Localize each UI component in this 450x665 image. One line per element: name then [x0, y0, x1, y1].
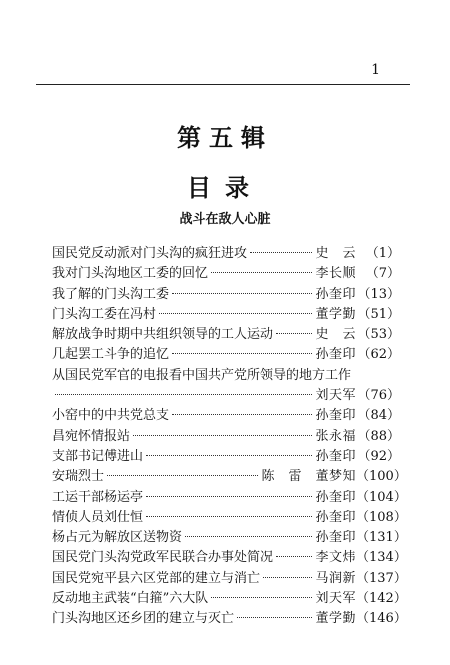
toc-leader-dots	[276, 333, 312, 334]
toc-entry	[52, 323, 400, 343]
toc-leader-dots	[172, 353, 312, 354]
toc-leader-dots	[250, 252, 312, 253]
toc-entry-page: （134）	[356, 550, 407, 566]
toc-entry-page: （51）	[357, 306, 400, 322]
toc-entry-page: （104）	[356, 489, 407, 505]
header-rule	[36, 84, 410, 85]
toc-entry-author: 马润新	[315, 570, 356, 586]
toc-entry-page: （142）	[356, 591, 407, 607]
toc-entry-title: 我了解的门头沟工委	[52, 286, 170, 302]
toc-leader-dots	[211, 597, 312, 598]
toc-entry-author: 董学勤	[315, 306, 356, 322]
toc-entry	[52, 587, 407, 607]
series-title: 第五辑	[177, 123, 273, 152]
toc-entry-author: 孙奎印	[315, 286, 356, 302]
toc-entry-title: 门头沟地区还乡团的建立与灭亡	[52, 611, 235, 627]
toc-entry-page: （92）	[357, 448, 400, 464]
toc-leader-dots	[172, 293, 312, 294]
table-of-contents	[52, 242, 407, 628]
toc-entry-author: 刘天军	[315, 388, 356, 404]
toc-entry-title: 情侦人员刘仕恒	[52, 509, 144, 525]
toc-entry-author: 孙奎印	[315, 489, 356, 505]
toc-entry-page: （53）	[357, 327, 400, 343]
toc-entry	[52, 303, 400, 323]
toc-entry	[52, 364, 400, 384]
toc-entry-title: 反动地主武装“白箍”六大队	[52, 591, 209, 607]
toc-entry-page: （100）	[356, 469, 407, 485]
toc-entry	[52, 506, 407, 526]
toc-entry	[52, 546, 407, 566]
toc-entry-title: 国民党宛平县六区党部的建立与消亡	[52, 570, 261, 586]
toc-entry-title: 国民党反动派对门头沟的疯狂进攻	[52, 246, 248, 261]
toc-entry	[52, 607, 407, 627]
toc-entry-page: （88）	[357, 428, 400, 444]
toc-entry-title: 几起罢工斗争的追忆	[52, 347, 170, 363]
toc-entry-page: （137）	[356, 570, 407, 586]
toc-entry-author: 陈 雷 董梦知	[261, 469, 356, 485]
toc-leader-dots	[146, 516, 312, 517]
toc-entry-page: （84）	[357, 408, 400, 424]
toc-entry	[52, 242, 400, 262]
toc-entry	[52, 343, 400, 363]
toc-entry-title: 我对门头沟地区工委的回忆	[52, 266, 209, 282]
toc-entry-title: 门头沟工委在冯村	[52, 306, 157, 322]
toc-entry	[52, 283, 400, 303]
toc-leader-dots	[146, 455, 312, 456]
toc-leader-dots	[211, 272, 312, 273]
toc-leader-dots	[55, 394, 312, 395]
page-number: 1	[371, 62, 380, 78]
toc-entry	[52, 526, 407, 546]
toc-entry-author: 孙奎印	[315, 347, 356, 363]
toc-entry-author: 张永福	[315, 428, 356, 444]
toc-entry-page: （108）	[356, 509, 407, 525]
toc-entry-author: 史 云	[315, 246, 356, 261]
toc-entry-author: 孙奎印	[315, 448, 356, 464]
toc-leader-dots	[159, 313, 312, 314]
toc-entry-title: 安瑞烈士	[52, 469, 105, 485]
toc-entry-author: 李文炜	[315, 550, 356, 566]
toc-leader-dots	[146, 496, 312, 497]
toc-entry	[52, 262, 400, 282]
toc-entry-title: 工运干部杨运亭	[52, 489, 144, 505]
toc-entry-page: （131）	[356, 530, 407, 546]
toc-leader-dots	[107, 475, 258, 476]
toc-leader-dots	[133, 435, 312, 436]
toc-entry-page: （13）	[357, 286, 400, 302]
toc-entry	[52, 425, 400, 445]
toc-entry-page: （62）	[357, 347, 400, 363]
toc-entry-page: （7）	[365, 266, 400, 282]
section-title: 战斗在敌人心脏	[179, 212, 271, 227]
toc-entry-author: 刘天军	[315, 591, 356, 607]
toc-entry-title: 支部书记傅进山	[52, 448, 144, 464]
toc-entry-author: 史 云	[315, 327, 356, 343]
toc-entry-page: （76）	[357, 388, 400, 404]
toc-entry-author: 李长顺	[315, 266, 356, 282]
toc-entry-title: 从国民党军官的电报看中国共产党所领导的地方工作	[52, 367, 352, 383]
toc-entry-title: 杨占元为解放区送物资	[52, 530, 183, 546]
toc-entry	[52, 384, 400, 404]
toc-leader-dots	[172, 414, 312, 415]
toc-entry	[52, 567, 407, 587]
toc-entry-page: （146）	[356, 611, 407, 627]
toc-entry-author: 孙奎印	[315, 408, 356, 424]
toc-entry	[52, 486, 407, 506]
toc-entry-title: 解放战争时期中共组织领导的工人运动	[52, 327, 274, 343]
toc-entry	[52, 404, 400, 424]
toc-entry	[52, 445, 400, 465]
toc-leader-dots	[263, 577, 312, 578]
toc-heading: 目录	[187, 173, 263, 202]
toc-entry-author: 董学勤	[315, 611, 356, 627]
toc-leader-dots	[237, 617, 312, 618]
toc-entry-title: 国民党门头沟党政军民联合办事处简况	[52, 550, 274, 566]
toc-entry-title: 小窑中的中共党总支	[52, 408, 170, 424]
toc-entry-author: 孙奎印	[315, 530, 356, 546]
toc-entry	[52, 465, 407, 485]
toc-entry-title: 昌宛怀情报站	[52, 428, 131, 444]
toc-leader-dots	[276, 556, 312, 557]
toc-entry-page: （1）	[365, 246, 400, 261]
toc-entry-author: 孙奎印	[315, 509, 356, 525]
toc-leader-dots	[185, 536, 312, 537]
